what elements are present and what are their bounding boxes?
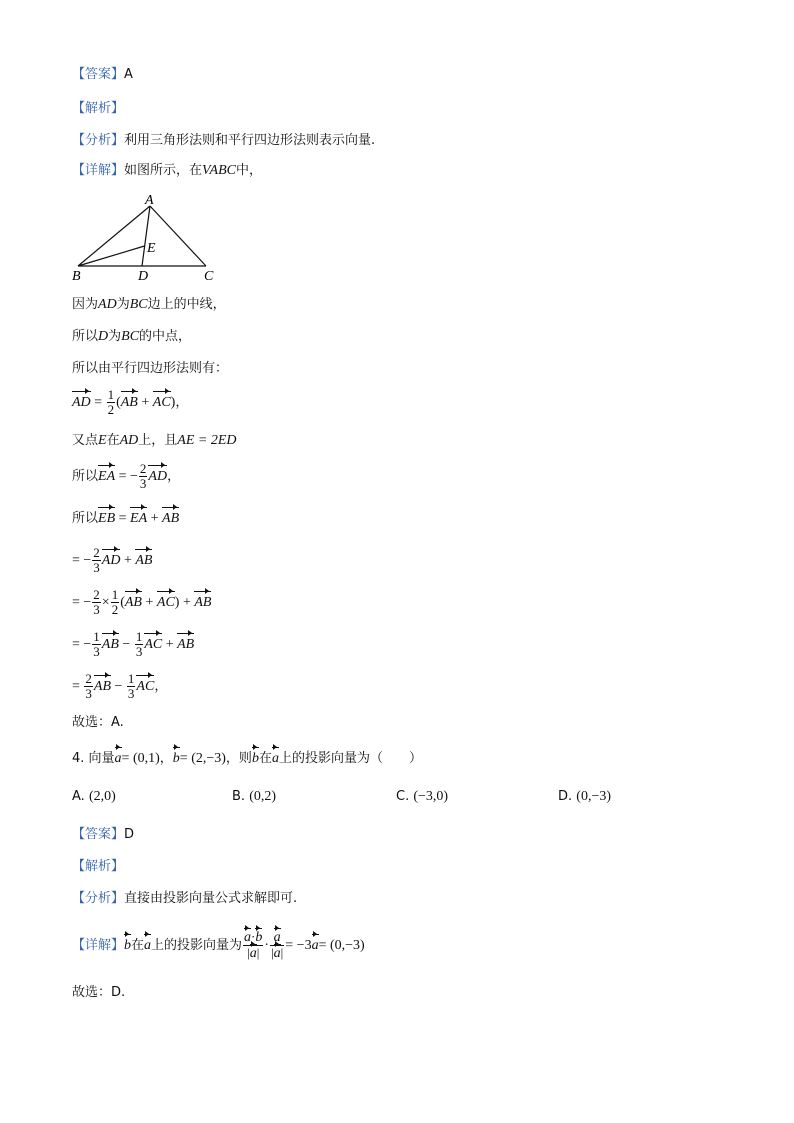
q3-choose (72, 714, 124, 732)
text: 又点 (72, 433, 99, 448)
detail-tag: 【详解】 (72, 938, 125, 953)
step-4: = $\frac{2}{3}$ AB − $\frac{1}{3}$ AC， (72, 671, 168, 701)
formula-ad: AD = $\frac{1}{2}$ (AB + AC)， (72, 387, 189, 417)
text: 所以 (72, 511, 99, 526)
text: 为 (108, 329, 122, 344)
analysis-tag: 【解析】 (72, 101, 125, 116)
label-d: D (138, 269, 149, 284)
detail-tail: 中， (236, 163, 263, 178)
label-c: C (204, 269, 214, 284)
q4-answer-line (72, 826, 134, 844)
option-a[interactable] (72, 788, 116, 806)
q4-detail-line: 【详解】b在a上的投影向量为 $\frac{a\cdot b}{|a|}$ · $\frac{a}{|a|}$ = −3a= (0,−3) (72, 929, 365, 961)
step-1: = − $\frac{2}{3}$ AD + AB (72, 545, 153, 575)
q3-answer-line (72, 66, 133, 84)
answer-value: A (124, 67, 133, 82)
stem-post: 上的投影向量为（ ） (278, 751, 422, 766)
option-d[interactable] (558, 788, 611, 806)
q4-options (72, 788, 672, 808)
side-ab (78, 206, 150, 266)
text: 为 (116, 297, 130, 312)
option-label: C. (396, 789, 410, 804)
option-c[interactable] (396, 788, 448, 806)
q4-fenxi-line (72, 890, 297, 908)
seg-bc: BC (129, 297, 148, 312)
option-value: (−3,0) (413, 789, 449, 804)
point-d: D (98, 329, 109, 344)
result-coord: = (0,−3) (318, 938, 365, 953)
seg-ad: AD (98, 297, 117, 312)
option-label: B. (232, 789, 246, 804)
option-value: (2,0) (88, 789, 116, 804)
step-2: = − $\frac{2}{3}$ × $\frac{1}{2}$ (AB + AC) + AB (72, 587, 212, 617)
triangle-figure (70, 192, 220, 284)
detail-tag: 【详解】 (72, 163, 125, 178)
option-label: A. (72, 789, 85, 804)
label-e: E (147, 241, 156, 256)
formula-eb: 所以EB = EA + AB (72, 511, 180, 526)
answer-tag: 【答案】 (72, 67, 125, 82)
fenxi-text: 直接由投影向量公式求解即可. (124, 891, 298, 906)
point-e: E (98, 433, 107, 448)
point-e-line (72, 432, 237, 450)
detail-text: 如图所示，在 (124, 163, 203, 178)
q4-analysis-line (72, 858, 124, 876)
seg-bc: BC (121, 329, 140, 344)
triangle-name: VABC (202, 163, 236, 178)
label-b: B (72, 269, 81, 284)
text: 所以由平行四边形法则有： (72, 361, 229, 376)
stem-pre: 4. 向量 (72, 751, 115, 766)
side-ac (150, 206, 206, 266)
text: ，则 (225, 751, 252, 766)
because-line (72, 296, 226, 314)
option-b[interactable] (232, 788, 276, 806)
vector-b-value: = (2,−3) (179, 751, 226, 766)
text: 所以 (72, 469, 99, 484)
text: 上的投影向量为 (151, 938, 243, 953)
parallelogram-line (72, 360, 228, 378)
vector-a-value: = (0,1) (121, 751, 160, 766)
fenxi-tag: 【分析】 (72, 891, 125, 906)
q3-fenxi-line (72, 132, 375, 150)
formula-ea: 所以EA = − $\frac{2}{3}$ AD， (72, 461, 181, 491)
seg-ad: AD (119, 433, 139, 448)
step-3: = − $\frac{1}{3}$ AB − $\frac{1}{3}$ AC + AB (72, 629, 195, 659)
text: 的中点， (139, 329, 192, 344)
option-value: (0,2) (249, 789, 277, 804)
q4-choose (72, 984, 125, 1002)
choose-text: 故选：A. (72, 715, 124, 730)
q3-detail-line (72, 162, 262, 180)
fenxi-tag: 【分析】 (72, 133, 125, 148)
answer-value: D (124, 827, 135, 842)
fenxi-text: 利用三角形法则和平行四边形法则表示向量. (124, 133, 376, 148)
option-label: D. (558, 789, 573, 804)
ratio-eq: AE = 2ED (177, 433, 237, 448)
option-value: (0,−3) (576, 789, 612, 804)
midpoint-line (72, 328, 191, 346)
text: 在 (258, 751, 272, 766)
analysis-tag: 【解析】 (72, 859, 125, 874)
answer-tag: 【答案】 (72, 827, 125, 842)
result: = −3 (285, 938, 312, 953)
text: 在 (131, 938, 145, 953)
text: 因为 (72, 297, 99, 312)
text: 边上的中线， (147, 297, 226, 312)
q4-stem: 4. 向量a= (0,1)，b= (2,−3)，则b在a上的投影向量为（ ） (72, 751, 422, 766)
text: 在 (106, 433, 120, 448)
q3-analysis-line (72, 100, 124, 118)
label-a: A (145, 193, 154, 208)
text: 上，且 (138, 433, 178, 448)
text: 所以 (72, 329, 99, 344)
median-ad (142, 206, 150, 266)
segment-be (78, 246, 145, 266)
choose-text: 故选：D. (72, 985, 126, 1000)
